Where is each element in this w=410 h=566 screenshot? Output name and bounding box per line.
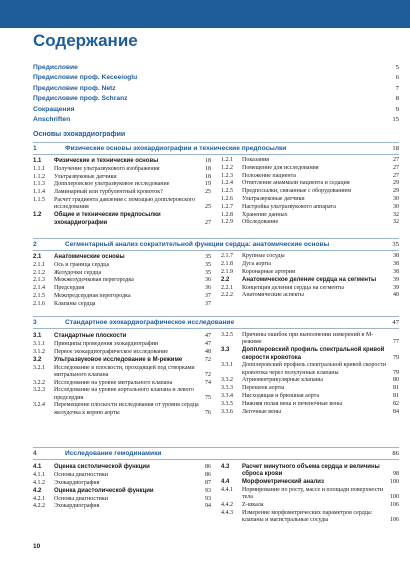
toc-entry-number: 2.1.8 xyxy=(221,260,233,267)
toc-entry-title: Нижняя полая вена и печеночные вены xyxy=(242,400,343,407)
toc-entry-page: 35 xyxy=(205,254,211,260)
toc-entry-title: Показания xyxy=(242,157,270,163)
toc-column-left xyxy=(33,253,211,309)
toc-entry-title: Расчет минутного объема сердца и величины сброса крови xyxy=(242,464,380,478)
toc-entry[interactable] xyxy=(33,166,211,173)
toc-entry[interactable] xyxy=(221,393,399,400)
toc-entry-title: Нормирование по росту, массе и площади поверхности тела xyxy=(242,487,384,501)
toc-entry-title: Получение ультразвукового изображения xyxy=(54,165,160,172)
toc-column-left xyxy=(33,463,211,511)
toc-entry-page: 82 xyxy=(393,400,399,407)
toc-entry-page: 25 xyxy=(205,189,211,196)
toc-entry-number: 1.2.7 xyxy=(221,203,233,210)
toc-entry-number: 1.1.1 xyxy=(33,165,45,172)
front-matter-item[interactable] xyxy=(33,94,399,104)
toc-entry-title: Обследование xyxy=(242,219,279,226)
toc-entry[interactable] xyxy=(221,510,399,524)
toc-entry-number: 3.3.3 xyxy=(221,385,233,392)
toc-entry-page: 77 xyxy=(393,339,399,346)
toc-entry-number: 1.2.6 xyxy=(221,195,233,202)
toc-entry-page: 25 xyxy=(205,204,211,211)
toc-entry-page: 18 xyxy=(205,165,211,172)
toc-entry-page: 27 xyxy=(205,219,211,226)
toc-entry-number: 1.1.5 xyxy=(33,196,45,203)
chapter-number: 2 xyxy=(33,241,37,248)
toc-entry-number: 2.1.7 xyxy=(221,253,233,259)
toc-entry-number: 3.3.5 xyxy=(221,400,233,407)
toc-entry-number: 1.2.1 xyxy=(221,157,233,163)
front-matter-item[interactable] xyxy=(33,63,399,73)
toc-entry[interactable] xyxy=(221,385,399,392)
toc-entry-number: 3.3.1 xyxy=(221,362,233,369)
toc-entry[interactable] xyxy=(33,197,211,211)
chapter-number: 1 xyxy=(33,145,37,152)
chapter-rule xyxy=(33,328,399,329)
toc-entry-number: 4.4.3 xyxy=(221,510,233,516)
front-matter-page: 7 xyxy=(395,84,399,92)
toc-column-right xyxy=(221,253,399,300)
toc-entry-page: 100 xyxy=(390,479,399,486)
toc-entry-number: 1.2.9 xyxy=(221,219,233,226)
front-matter-item[interactable] xyxy=(33,115,399,125)
toc-entry[interactable] xyxy=(221,196,399,203)
toc-entry-title: Исследование на уровне аортального клапана и левого предсердия xyxy=(54,387,194,401)
toc-entry-title: Допплеровское ультразвуковое исследование xyxy=(54,181,170,188)
toc-entry-title: Клапаны сердца xyxy=(54,300,96,307)
toc-entry-title: Основы диагностики xyxy=(54,495,108,502)
chapter-rule xyxy=(33,250,399,251)
chapter-number: 3 xyxy=(33,319,37,326)
toc-entry[interactable] xyxy=(33,285,211,292)
toc-entry-page: 100 xyxy=(390,494,399,501)
front-matter-title: Anschriften xyxy=(33,115,71,123)
toc-column-right xyxy=(221,332,399,416)
toc-entry-page: 32 xyxy=(393,219,399,226)
toc-entry-page: 19 xyxy=(205,181,211,188)
toc-entry[interactable] xyxy=(221,377,399,384)
toc-entry-page: 106 xyxy=(390,517,399,524)
toc-entry-title: Анатомические аспекты xyxy=(242,292,304,299)
toc-entry-page: 72 xyxy=(205,356,211,363)
toc-entry-page: 37 xyxy=(205,292,211,299)
toc-entry-page: 36 xyxy=(205,285,211,292)
toc-entry-title: Ось и граница сердца xyxy=(54,261,110,268)
toc-entry[interactable] xyxy=(33,301,211,308)
toc-entry[interactable] xyxy=(33,181,211,188)
chapter-heading[interactable] xyxy=(33,143,399,154)
toc-entry-title: Принципы проведения эхокардиографии xyxy=(54,340,159,347)
toc-entry-page: 18 xyxy=(205,173,211,180)
toc-entry-number: 3.1.1 xyxy=(33,340,45,347)
toc-entry[interactable] xyxy=(33,262,211,269)
toc-entry-number: 2.1.4 xyxy=(33,285,45,292)
toc-column-left xyxy=(33,332,211,417)
chapter-title: Сегментарный анализ сократительной функции сердца: анатомические основы xyxy=(65,241,330,248)
toc-entry-number: 2.1.2 xyxy=(33,269,45,276)
toc-entry-number: 2.1.1 xyxy=(33,261,45,268)
toc-entry-number: 2.1.9 xyxy=(221,268,233,275)
page-header-band xyxy=(0,0,410,28)
toc-entry-page: 27 xyxy=(393,164,399,171)
toc-entry-number: 3.3.4 xyxy=(221,393,233,399)
toc-entry-number: 2.1.3 xyxy=(33,277,45,284)
toc-entry-page: 86 xyxy=(205,464,211,470)
toc-entry[interactable] xyxy=(33,496,211,503)
toc-entry-number: 3.3 xyxy=(221,347,230,354)
toc-entry-title: Коронарные артерии xyxy=(242,268,296,275)
toc-entry-page: 36 xyxy=(205,277,211,284)
toc-entry-title: Межпредсердная перегородка xyxy=(54,292,131,299)
toc-entry-number: 4.2.2 xyxy=(33,503,45,510)
toc-entry-title: Хранение данных xyxy=(242,211,288,218)
front-matter-title: Предисловие проф. Schranz xyxy=(33,95,128,103)
toc-entry-page: 35 xyxy=(205,269,211,276)
toc-entry-title: Оценка диастолической функции xyxy=(54,487,154,494)
chapter-number: 4 xyxy=(33,450,37,457)
toc-entry-title: Помещение для исследования xyxy=(242,164,319,171)
chapter-heading[interactable] xyxy=(33,448,399,459)
chapter-page: 86 xyxy=(392,450,399,457)
toc-section-entry[interactable] xyxy=(33,464,211,471)
toc-entry[interactable] xyxy=(33,293,211,300)
toc-entry-title: Ответление анаммали пациента и седация xyxy=(242,180,350,187)
toc-entry-number: 3.3.2 xyxy=(221,377,233,384)
part-title: Основы эхокардиографии xyxy=(33,131,126,138)
toc-entry-title: Исследование в плоскости, проходящей под створками митрального клапана xyxy=(54,364,195,378)
toc-entry-number: 1.1.4 xyxy=(33,189,45,196)
toc-entry-number: 1.2.5 xyxy=(221,188,233,195)
toc-entry[interactable] xyxy=(33,387,211,401)
chapter-rule xyxy=(33,154,399,155)
toc-entry[interactable] xyxy=(221,261,399,268)
chapter-title: Исследование гемодинамики xyxy=(65,450,162,457)
toc-section-entry[interactable] xyxy=(33,333,211,340)
toc-entry-title: Оценка систолической функции xyxy=(54,464,150,470)
front-matter-page: 9 xyxy=(395,105,399,113)
toc-entry-title: Допплеровский профиль спектральной кривой скорости кровотока xyxy=(242,347,385,361)
toc-entry[interactable] xyxy=(221,157,399,164)
toc-entry-page: 40 xyxy=(393,292,399,299)
toc-entry-title: Морфометрический анализ xyxy=(242,479,324,486)
toc-entry-title: Положение пациента xyxy=(242,172,296,179)
toc-entry[interactable] xyxy=(33,349,211,356)
toc-entry-number: 2.1 xyxy=(33,254,42,260)
chapter-heading[interactable] xyxy=(33,239,399,250)
toc-entry-title: Легочные вены xyxy=(242,408,281,415)
toc-entry-number: 1.2 xyxy=(33,212,42,219)
toc-entry[interactable] xyxy=(33,277,211,284)
toc-entry[interactable] xyxy=(221,219,399,226)
chapter-rule xyxy=(33,459,399,460)
chapter-heading[interactable] xyxy=(33,317,399,328)
toc-entry[interactable] xyxy=(33,365,211,379)
toc-section-entry[interactable] xyxy=(33,357,211,364)
toc-entry-number: 3.2.5 xyxy=(221,332,233,338)
toc-entry-page: 94 xyxy=(205,503,211,510)
toc-entry-page: 72 xyxy=(205,371,211,378)
toc-entry-page: 47 xyxy=(205,333,211,339)
toc-entry-number: 4.1.2 xyxy=(33,479,45,486)
toc-section-entry[interactable] xyxy=(221,479,399,486)
toc-entry-title: Предсердия xyxy=(54,285,85,292)
toc-entry[interactable] xyxy=(221,188,399,195)
toc-entry-title: Первое эхокардиографическое исследование xyxy=(54,348,169,355)
front-matter-title: Предисловие xyxy=(33,64,78,71)
toc-section-entry[interactable] xyxy=(221,277,399,284)
toc-entry-title: Основы диагностики xyxy=(54,471,108,478)
chapter-title: Стандартное эхокардиографическое исследование xyxy=(65,319,235,326)
toc-entry-title: Межжелудочковая перегородка xyxy=(54,277,134,284)
toc-entry-title: Исследование на уровне митрального клапана xyxy=(54,379,173,386)
toc-entry-page: 29 xyxy=(393,188,399,195)
toc-entry-page: 47 xyxy=(205,340,211,347)
toc-entry-title: Перешеек аорты xyxy=(242,385,285,392)
toc-entry-number: 3.2 xyxy=(33,356,42,363)
toc-entry-title: Дуга аорты xyxy=(242,260,271,267)
toc-entry-title: Z-шкала xyxy=(242,502,264,509)
front-matter-title: Предисловие проф. Keceeioglu xyxy=(33,74,138,82)
toc-entry-number: 4.4.2 xyxy=(221,502,233,509)
front-matter-list xyxy=(33,63,399,125)
toc-entry[interactable] xyxy=(221,180,399,187)
toc-entry-page: 81 xyxy=(393,393,399,399)
chapter-page: 18 xyxy=(392,145,399,152)
toc-entry-title: Перемещение плоскости исследования от уровня сердца желудочка к корню аорты xyxy=(54,402,199,416)
toc-entry[interactable] xyxy=(221,409,399,416)
toc-entry-page: 35 xyxy=(205,261,211,268)
toc-entry-title: Ультразвуковое исследование в М-режиме xyxy=(54,356,183,363)
toc-entry-page: 86 xyxy=(205,471,211,478)
toc-entry-title: Концепция деления сердца на сегменты xyxy=(242,284,344,291)
toc-entry-page: 106 xyxy=(390,502,399,509)
chapter-page: 47 xyxy=(392,319,399,326)
toc-entry-number: 2.2.1 xyxy=(221,284,233,291)
toc-section-entry[interactable] xyxy=(33,158,211,165)
toc-entry-title: Допплеровский профиль спектральной кривой скорости кровотока через полулунные клапаны xyxy=(242,362,386,376)
toc-entry[interactable] xyxy=(221,502,399,509)
front-matter-title: Сокращения xyxy=(33,105,75,113)
front-matter-page: 8 xyxy=(395,95,399,103)
toc-column-right xyxy=(221,463,399,525)
toc-entry-title: Крупные сосуды xyxy=(242,253,285,259)
toc-entry-page: 75 xyxy=(205,394,211,401)
toc-entry-page: 79 xyxy=(393,354,399,361)
toc-entry-number: 1.2.8 xyxy=(221,211,233,218)
toc-entry-title: Анатомические основы xyxy=(54,254,125,260)
page-title: Содержание xyxy=(33,31,138,50)
toc-entry-title: Настройка ультразвукового аппарата xyxy=(242,203,336,210)
toc-entry-number: 1.2.3 xyxy=(221,172,233,179)
toc-section-entry[interactable] xyxy=(33,254,211,261)
toc-entry-title: Эхокардиография xyxy=(54,479,100,486)
toc-entry-page: 98 xyxy=(393,471,399,478)
toc-entry[interactable] xyxy=(221,212,399,219)
toc-entry-title: Измерение морфометрических параметров сердца: клапаны и магистральные сосуды xyxy=(242,510,373,524)
toc-entry-page: 38 xyxy=(393,253,399,259)
toc-entry[interactable] xyxy=(221,362,399,376)
toc-entry[interactable] xyxy=(221,332,399,346)
toc-entry-page: 48 xyxy=(205,348,211,355)
toc-entry-title: Причины ошибок при выполнении измерений в М-режиме xyxy=(242,332,374,346)
toc-entry-title: Стандартные плоскости xyxy=(54,333,127,339)
toc-entry-title: Анатомическое деление сердца на сегменты xyxy=(242,276,377,283)
toc-entry[interactable] xyxy=(221,173,399,180)
toc-entry[interactable] xyxy=(221,269,399,276)
front-matter-page: 15 xyxy=(392,115,399,123)
toc-section-entry[interactable] xyxy=(221,464,399,478)
toc-entry[interactable] xyxy=(33,503,211,510)
toc-entry-number: 4.3 xyxy=(221,464,230,470)
toc-entry-title: Ламинарный или турбулентный кровоток? xyxy=(54,189,163,196)
toc-entry-number: 4.1.1 xyxy=(33,471,45,478)
toc-entry-page: 27 xyxy=(393,172,399,179)
toc-entry-page: 74 xyxy=(205,379,211,386)
toc-section-entry[interactable] xyxy=(221,347,399,361)
toc-entry-number: 2.2.2 xyxy=(221,292,233,299)
toc-entry-number: 4.2.1 xyxy=(33,495,45,502)
toc-entry[interactable] xyxy=(33,270,211,277)
toc-entry[interactable] xyxy=(221,204,399,211)
toc-entry-page: 37 xyxy=(205,300,211,307)
toc-entry-number: 3.1.2 xyxy=(33,348,45,355)
toc-section-entry[interactable] xyxy=(33,212,211,226)
toc-entry-number: 1.1 xyxy=(33,158,42,164)
toc-entry[interactable] xyxy=(33,472,211,479)
chapter-title: Физические основы эхокардиографии и технические предпосылки xyxy=(65,145,287,152)
toc-entry[interactable] xyxy=(221,253,399,260)
toc-entry-title: Расчет градиента давления с помощью допплеровского исследования xyxy=(54,196,196,211)
toc-entry-number: 4.4 xyxy=(221,479,230,486)
toc-entry-page: 32 xyxy=(393,211,399,218)
toc-entry-page: 30 xyxy=(393,203,399,210)
front-matter-page: 5 xyxy=(395,64,399,71)
toc-entry-title: Ультразвуковые датчики xyxy=(54,173,117,180)
toc-entry-page: 80 xyxy=(393,377,399,384)
toc-entry-number: 3.2.1 xyxy=(33,364,45,371)
toc-entry-number: 4.4.1 xyxy=(221,487,233,494)
toc-entry-number: 3.2.2 xyxy=(33,379,45,386)
toc-entry-number: 3.3.6 xyxy=(221,408,233,415)
toc-entry[interactable] xyxy=(33,480,211,487)
toc-entry-page: 38 xyxy=(393,268,399,275)
toc-entry[interactable] xyxy=(33,189,211,196)
toc-entry-number: 2.2 xyxy=(221,276,230,283)
front-matter-title: Предисловие проф. Netz xyxy=(33,84,116,92)
toc-entry-number: 2.1.5 xyxy=(33,292,45,299)
toc-entry-page: 38 xyxy=(393,260,399,267)
toc-entry[interactable] xyxy=(221,285,399,292)
toc-entry-number: 1.2.2 xyxy=(221,164,233,171)
toc-section-entry[interactable] xyxy=(33,488,211,495)
toc-entry[interactable] xyxy=(33,174,211,181)
toc-entry-title: Физические и технические основы xyxy=(54,158,159,164)
toc-entry[interactable] xyxy=(33,380,211,387)
toc-entry-page: 81 xyxy=(393,385,399,392)
toc-entry-title: Атриовентрикулярные клапаны xyxy=(242,377,323,384)
toc-entry-number: 1.1.3 xyxy=(33,181,45,188)
toc-entry-title: Общие и технические предпосылки эхокардиографии xyxy=(54,212,161,226)
front-matter-item[interactable] xyxy=(33,84,399,94)
toc-entry-number: 3.2.4 xyxy=(33,402,45,409)
toc-entry-page: 30 xyxy=(393,195,399,202)
toc-entry-page: 39 xyxy=(393,284,399,291)
toc-entry-title: Ультразвуковые датчики xyxy=(242,195,305,202)
toc-entry-title: Предпосылки, связанные с оборудованием xyxy=(242,188,352,195)
toc-entry[interactable] xyxy=(33,341,211,348)
toc-entry[interactable] xyxy=(33,402,211,416)
toc-entry-number: 1.2.4 xyxy=(221,180,233,187)
toc-entry-number: 4.1 xyxy=(33,464,42,470)
toc-entry[interactable] xyxy=(221,292,399,299)
chapter-page: 35 xyxy=(392,241,399,248)
toc-entry-number: 3.1 xyxy=(33,333,42,339)
front-matter-page: 6 xyxy=(395,74,399,82)
toc-entry-page: 93 xyxy=(205,487,211,494)
page-number: 10 xyxy=(33,543,41,550)
toc-entry-title: Желудочки сердца xyxy=(54,269,102,276)
toc-entry[interactable] xyxy=(221,401,399,408)
toc-entry[interactable] xyxy=(221,165,399,172)
toc-entry-page: 39 xyxy=(393,276,399,283)
front-matter-item[interactable] xyxy=(33,105,399,115)
toc-column-right xyxy=(221,157,399,227)
toc-entry-page: 79 xyxy=(393,369,399,376)
toc-entry[interactable] xyxy=(221,487,399,501)
toc-entry-number: 2.1.6 xyxy=(33,300,45,307)
toc-entry-page: 93 xyxy=(205,495,211,502)
front-matter-item[interactable] xyxy=(33,73,399,83)
toc-entry-page: 76 xyxy=(205,409,211,416)
toc-entry-page: 29 xyxy=(393,180,399,187)
toc-entry-title: Нисходящая и брюшная аорта xyxy=(242,393,320,399)
toc-entry-page: 27 xyxy=(393,157,399,163)
toc-entry-title: Эхокардиография xyxy=(54,503,100,510)
toc-entry-number: 3.2.3 xyxy=(33,387,45,394)
toc-entry-number: 4.2 xyxy=(33,487,42,494)
toc-column-left xyxy=(33,157,211,227)
toc-entry-page: 18 xyxy=(205,158,211,164)
toc-entry-page: 87 xyxy=(205,479,211,486)
toc-entry-page: 84 xyxy=(393,408,399,415)
toc-entry-number: 1.1.2 xyxy=(33,173,45,180)
